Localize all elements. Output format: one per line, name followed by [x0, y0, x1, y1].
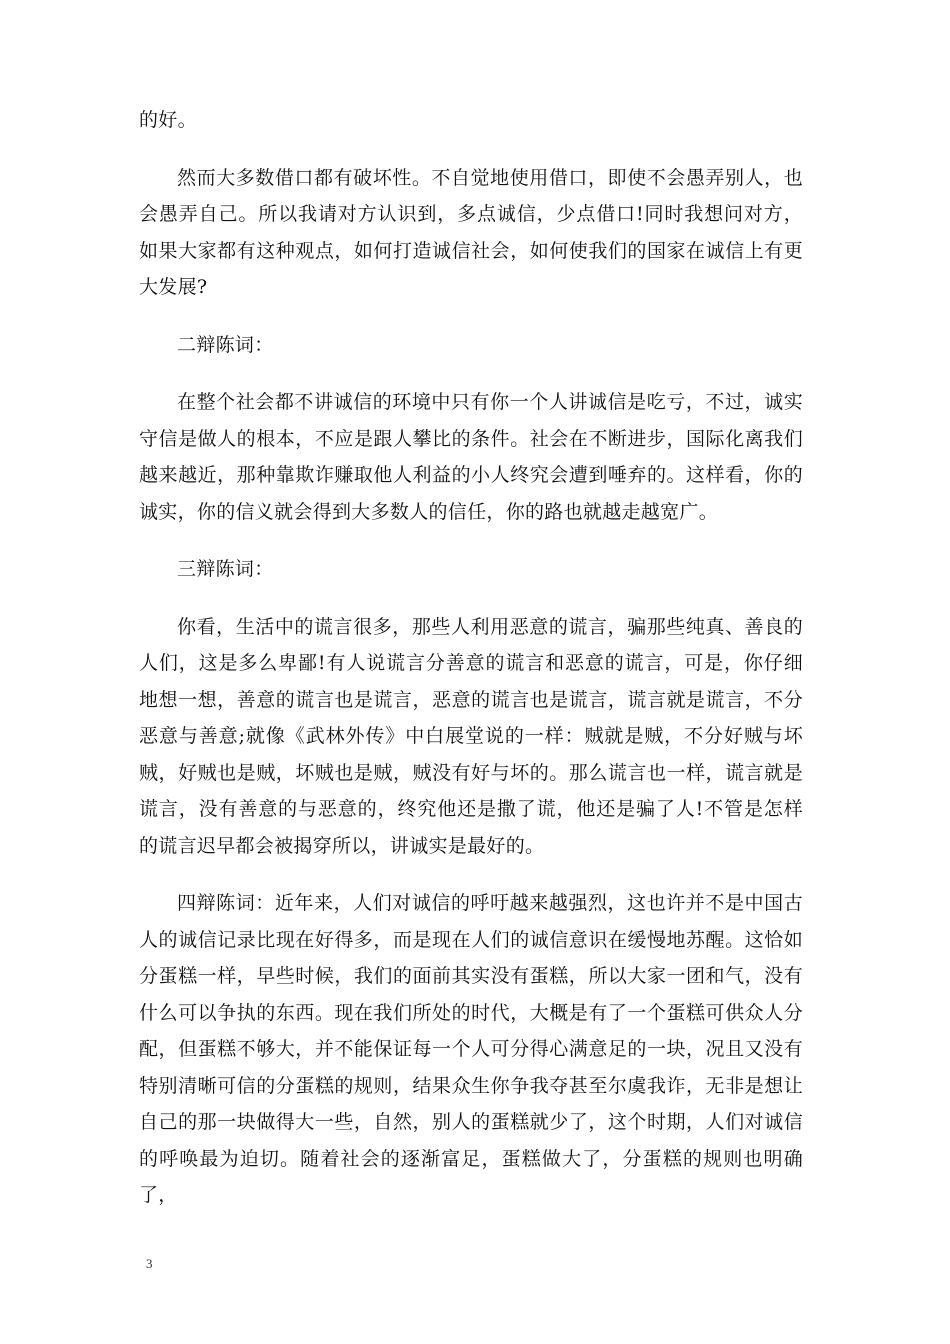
paragraph-continuation: 的好。 — [139, 109, 197, 131]
paragraph-second-debater: 在整个社会都不讲诚信的环境中只有你一个人讲诚信是吃亏，不过，诚实守信是做人的根本，不应是跟人攀比的条件。社会在不断进步，国际化离我们越来越近，那种靠欺诈赚取他人利益的小人终究会遭到唾弃的。这样看，你的诚实，你的信义就会得到大多数人的信任，你的路也就越走越宽广。 — [139, 391, 803, 523]
paragraph-fourth-debater: 四辩陈词：近年来，人们对诚信的呼吁越来越强烈，这也许并不是中国古人的诚信记录比现在好得多，而是现在人们的诚信意识在缓慢地苏醒。这恰如分蛋糕一样，早些时候，我们的面前其实没有蛋糕，所以大家一团和气，没有什么可以争执的东西。现在我们所处的时代，大概是有了一个蛋糕可供众人分配，但蛋糕不够大，并不能保证每一个人可分得心满意足的一块，况且又没有特别清晰可信的分蛋糕的规则，结果众生你争我夺甚至尔虞我诈，无非是想让自己的那一块做得大一些，自然，别人的蛋糕就少了，这个时期，人们对诚信的呼唤最为迫切。随着社会的逐渐富足，蛋糕做大了，分蛋糕的规则也明确了， — [139, 892, 803, 1206]
heading-third-debater: 三辩陈词： — [177, 558, 274, 580]
paragraph-excuses: 然而大多数借口都有破坏性。不自觉地使用借口，即使不会愚弄别人，也会愚弄自己。所以我请对方认识到，多点诚信，少点借口!同时我想问对方，如果大家都有这种观点，如何打造诚信社会，如何使我们的国家在诚信上有更大发展? — [139, 166, 803, 298]
document-body — [139, 102, 803, 1214]
page-number: 3 — [146, 1256, 153, 1271]
paragraph-third-debater: 你看，生活中的谎言很多，那些人利用恶意的谎言，骗那些纯真、善良的人们，这是多么卑鄙!有人说谎言分善意的谎言和恶意的谎言，可是，你仔细地想一想，善意的谎言也是谎言，恶意的谎言也是谎言，谎言就是谎言，不分恶意与善意;就像《武林外传》中白展堂说的一样：贼就是贼，不分好贼与坏贼，好贼也是贼，坏贼也是贼，贼没有好与坏的。那么谎言也一样，谎言就是谎言，没有善意的与恶意的，终究他还是撒了谎，他还是骗了人!不管是怎样的谎言迟早都会被揭穿所以，讲诚实是最好的。 — [139, 615, 803, 857]
heading-second-debater: 二辩陈词： — [177, 333, 274, 356]
